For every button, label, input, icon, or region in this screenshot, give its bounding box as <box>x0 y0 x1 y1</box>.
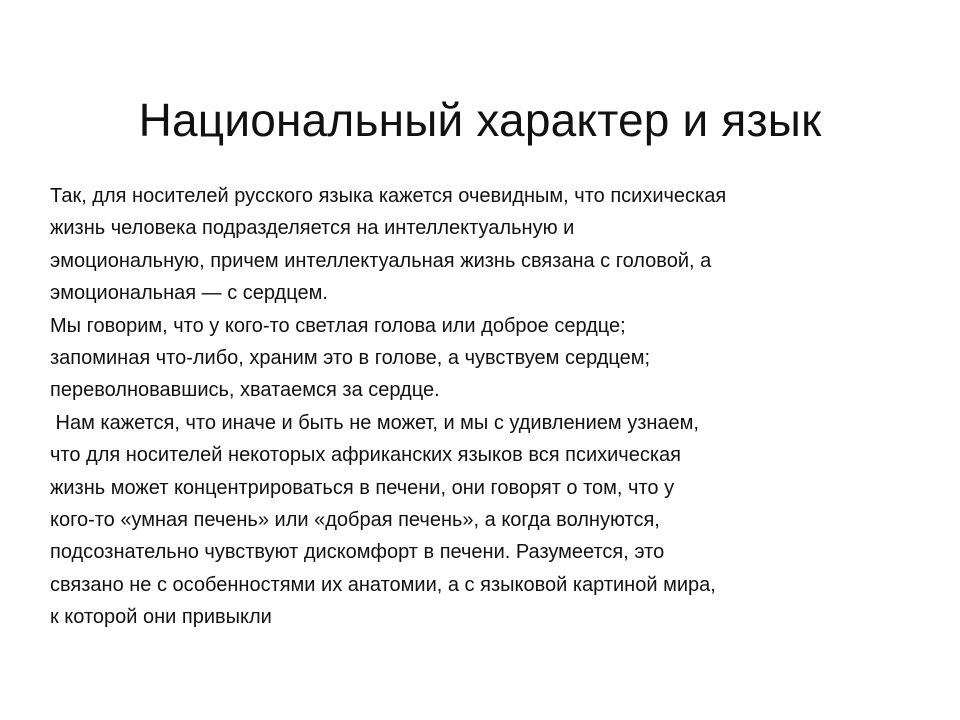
body-line: эмоциональную, причем интеллектуальная жизнь связана с головой, а <box>50 249 712 272</box>
slide-body <box>50 180 910 634</box>
body-line: переволновавшись, хватаемся за сердце. <box>50 379 440 402</box>
body-line: кого-то «умная печень» или «добрая печень», а когда волнуются, <box>50 509 660 532</box>
body-line: Мы говорим, что у кого-то светлая голова или доброе сердце; <box>50 314 626 337</box>
body-line: Так, для носителей русского языка кажется очевидным, что психическая <box>50 185 727 207</box>
body-line: жизнь человека подразделяется на интеллектуальную и <box>50 217 575 240</box>
body-line: к которой они привыкли <box>50 606 272 629</box>
body-line: Нам кажется, что иначе и быть не может, и мы с удивлением узнаем, <box>50 411 699 434</box>
body-line: запоминая что-либо, храним это в голове, а чувствуем сердцем; <box>50 347 651 370</box>
body-line: связано не с особенностями их анатомии, а с языковой картиной мира, <box>50 573 716 596</box>
body-line: подсознательно чувствуют дискомфорт в печени. Разумеется, это <box>50 541 665 564</box>
body-line: жизнь может концентрироваться в печени, они говорят о том, что у <box>50 476 675 499</box>
body-line: что для носителей некоторых африканских языков вся психическая <box>50 444 681 467</box>
slide-title: Национальный характер и язык <box>138 93 822 146</box>
body-line: эмоциональная — с сердцем. <box>50 282 328 305</box>
